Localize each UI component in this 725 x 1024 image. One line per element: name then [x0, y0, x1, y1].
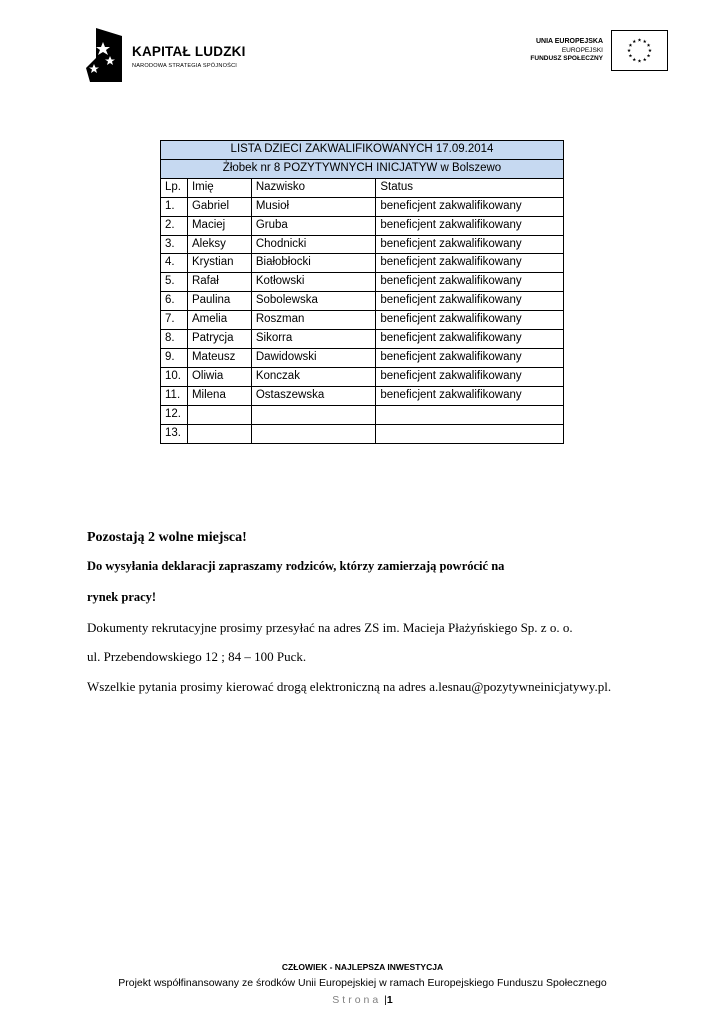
row-first-name: Rafał: [187, 273, 251, 292]
eu-line-1: UNIA EUROPEJSKA: [535, 38, 603, 45]
row-first-name: Krystian: [187, 254, 251, 273]
row-lp: 8.: [161, 330, 188, 349]
table-row: [161, 386, 564, 405]
footer-slogan: CZŁOWIEK - NAJLEPSZA INWESTYCJA: [281, 962, 444, 972]
eu-star-icon: [629, 43, 633, 46]
row-status: beneficjent zakwalifikowany: [376, 292, 564, 311]
eu-star-icon: [629, 54, 633, 57]
eu-star-icon: [647, 43, 651, 46]
table-row: [161, 311, 564, 330]
row-last-name: Dawidowski: [251, 348, 376, 367]
row-first-name: Milena: [187, 386, 251, 405]
table-row: [161, 197, 564, 216]
eu-star-icon: [632, 40, 636, 43]
eu-logo-text: [530, 38, 603, 64]
table-title: LISTA DZIECI ZAKWALIFIKOWANYCH 17.09.2014: [161, 141, 564, 160]
row-last-name: Musioł: [251, 197, 376, 216]
row-status: beneficjent zakwalifikowany: [376, 273, 564, 292]
table-row: [161, 424, 564, 443]
row-last-name: [251, 424, 376, 443]
row-first-name: [187, 424, 251, 443]
row-lp: 9.: [161, 348, 188, 367]
row-first-name: Aleksy: [187, 235, 251, 254]
column-header-lp: Lp.: [161, 178, 188, 197]
row-last-name: Konczak: [251, 367, 376, 386]
table-title-row: [161, 141, 564, 160]
footer-cofinance-text: Projekt współfinansowany ze środków Unii Europejskiej w ramach Europejskiego Funduszu Społecznego: [118, 977, 607, 989]
row-first-name: Gabriel: [187, 197, 251, 216]
eu-star-icon: [647, 54, 651, 57]
row-lp: 5.: [161, 273, 188, 292]
table-subtitle-row: [161, 159, 564, 178]
kapital-ludzki-logo: [86, 28, 266, 84]
free-places-notice: Pozostają 2 wolne miejsca!: [87, 530, 247, 545]
row-first-name: Patrycja: [187, 330, 251, 349]
row-last-name: Kotłowski: [251, 273, 376, 292]
logo-subtitle: NARODOWA STRATEGIA SPÓJNOŚCI: [132, 63, 238, 69]
row-last-name: Sikorra: [251, 330, 376, 349]
row-lp: 3.: [161, 235, 188, 254]
row-lp: 11.: [161, 386, 188, 405]
table-row: [161, 348, 564, 367]
page-number: 1: [386, 994, 393, 1006]
eu-flag-icon: [611, 30, 668, 71]
row-first-name: Amelia: [187, 311, 251, 330]
eu-star-icon: [627, 49, 631, 52]
eu-line-2: EUROPEJSKI: [561, 46, 603, 54]
column-header-last-name: Nazwisko: [251, 178, 376, 197]
eu-star-icon: [632, 58, 636, 61]
row-lp: 10.: [161, 367, 188, 386]
row-first-name: Paulina: [187, 292, 251, 311]
contact-email-text: Wszelkie pytania prosimy kierować drogą elektroniczną na adres a.lesnau@pozytywneinicjatywy.pl.: [87, 679, 612, 694]
kapital-ludzki-emblem-icon: [86, 28, 122, 82]
table-row: [161, 292, 564, 311]
row-status: [376, 424, 564, 443]
row-last-name: Białobłocki: [251, 254, 376, 273]
qualified-children-table: [160, 140, 564, 444]
row-status: beneficjent zakwalifikowany: [376, 216, 564, 235]
column-header-first-name: Imię: [187, 178, 251, 197]
row-first-name: Mateusz: [187, 348, 251, 367]
documents-address-text: Dokumenty rekrutacyjne prosimy przesyłać na adres ZS im. Macieja Płażyńskiego Sp. z o. o.: [87, 620, 573, 635]
page-label: Strona: [332, 994, 382, 1006]
eu-star-icon: [638, 38, 642, 41]
row-lp: 13.: [161, 424, 188, 443]
row-last-name: Roszman: [251, 311, 376, 330]
table-row: [161, 367, 564, 386]
row-lp: 2.: [161, 216, 188, 235]
invitation-text-2: rynek pracy!: [87, 590, 157, 604]
row-first-name: Oliwia: [187, 367, 251, 386]
page-separator: |: [384, 994, 387, 1006]
table-row: [161, 405, 564, 424]
table-header-row: [161, 178, 564, 197]
row-status: [376, 405, 564, 424]
row-first-name: Maciej: [187, 216, 251, 235]
table-subtitle: Żłobek nr 8 POZYTYWNYCH INICJATYW w Bolszewo: [161, 159, 564, 178]
row-status: beneficjent zakwalifikowany: [376, 330, 564, 349]
row-lp: 6.: [161, 292, 188, 311]
row-status: beneficjent zakwalifikowany: [376, 235, 564, 254]
table-row: [161, 235, 564, 254]
row-lp: 7.: [161, 311, 188, 330]
street-address-text: ul. Przebendowskiego 12 ; 84 – 100 Puck.: [87, 649, 307, 664]
row-first-name: [187, 405, 251, 424]
table-row: [161, 273, 564, 292]
row-status: beneficjent zakwalifikowany: [376, 197, 564, 216]
table-row: [161, 216, 564, 235]
row-status: beneficjent zakwalifikowany: [376, 348, 564, 367]
eu-star-icon: [638, 59, 642, 62]
eu-line-3: FUNDUSZ SPOŁECZNY: [530, 55, 603, 62]
row-status: beneficjent zakwalifikowany: [376, 254, 564, 273]
row-last-name: [251, 405, 376, 424]
row-last-name: Chodnicki: [251, 235, 376, 254]
page-number-line: [0, 994, 725, 1006]
column-header-status: Status: [376, 178, 564, 197]
logo-title: KAPITAŁ LUDZKI: [132, 44, 246, 59]
row-last-name: Ostaszewska: [251, 386, 376, 405]
invitation-text-1: Do wysyłania deklaracji zapraszamy rodziców, którzy zamierzają powrócić na: [87, 559, 505, 573]
row-lp: 1.: [161, 197, 188, 216]
eu-star-icon: [643, 40, 647, 43]
row-lp: 12.: [161, 405, 188, 424]
row-status: beneficjent zakwalifikowany: [376, 386, 564, 405]
row-last-name: Sobolewska: [251, 292, 376, 311]
row-last-name: Gruba: [251, 216, 376, 235]
row-status: beneficjent zakwalifikowany: [376, 367, 564, 386]
eu-star-icon: [643, 58, 647, 61]
table-row: [161, 330, 564, 349]
row-status: beneficjent zakwalifikowany: [376, 311, 564, 330]
table-row: [161, 254, 564, 273]
row-lp: 4.: [161, 254, 188, 273]
eu-star-icon: [648, 49, 652, 52]
